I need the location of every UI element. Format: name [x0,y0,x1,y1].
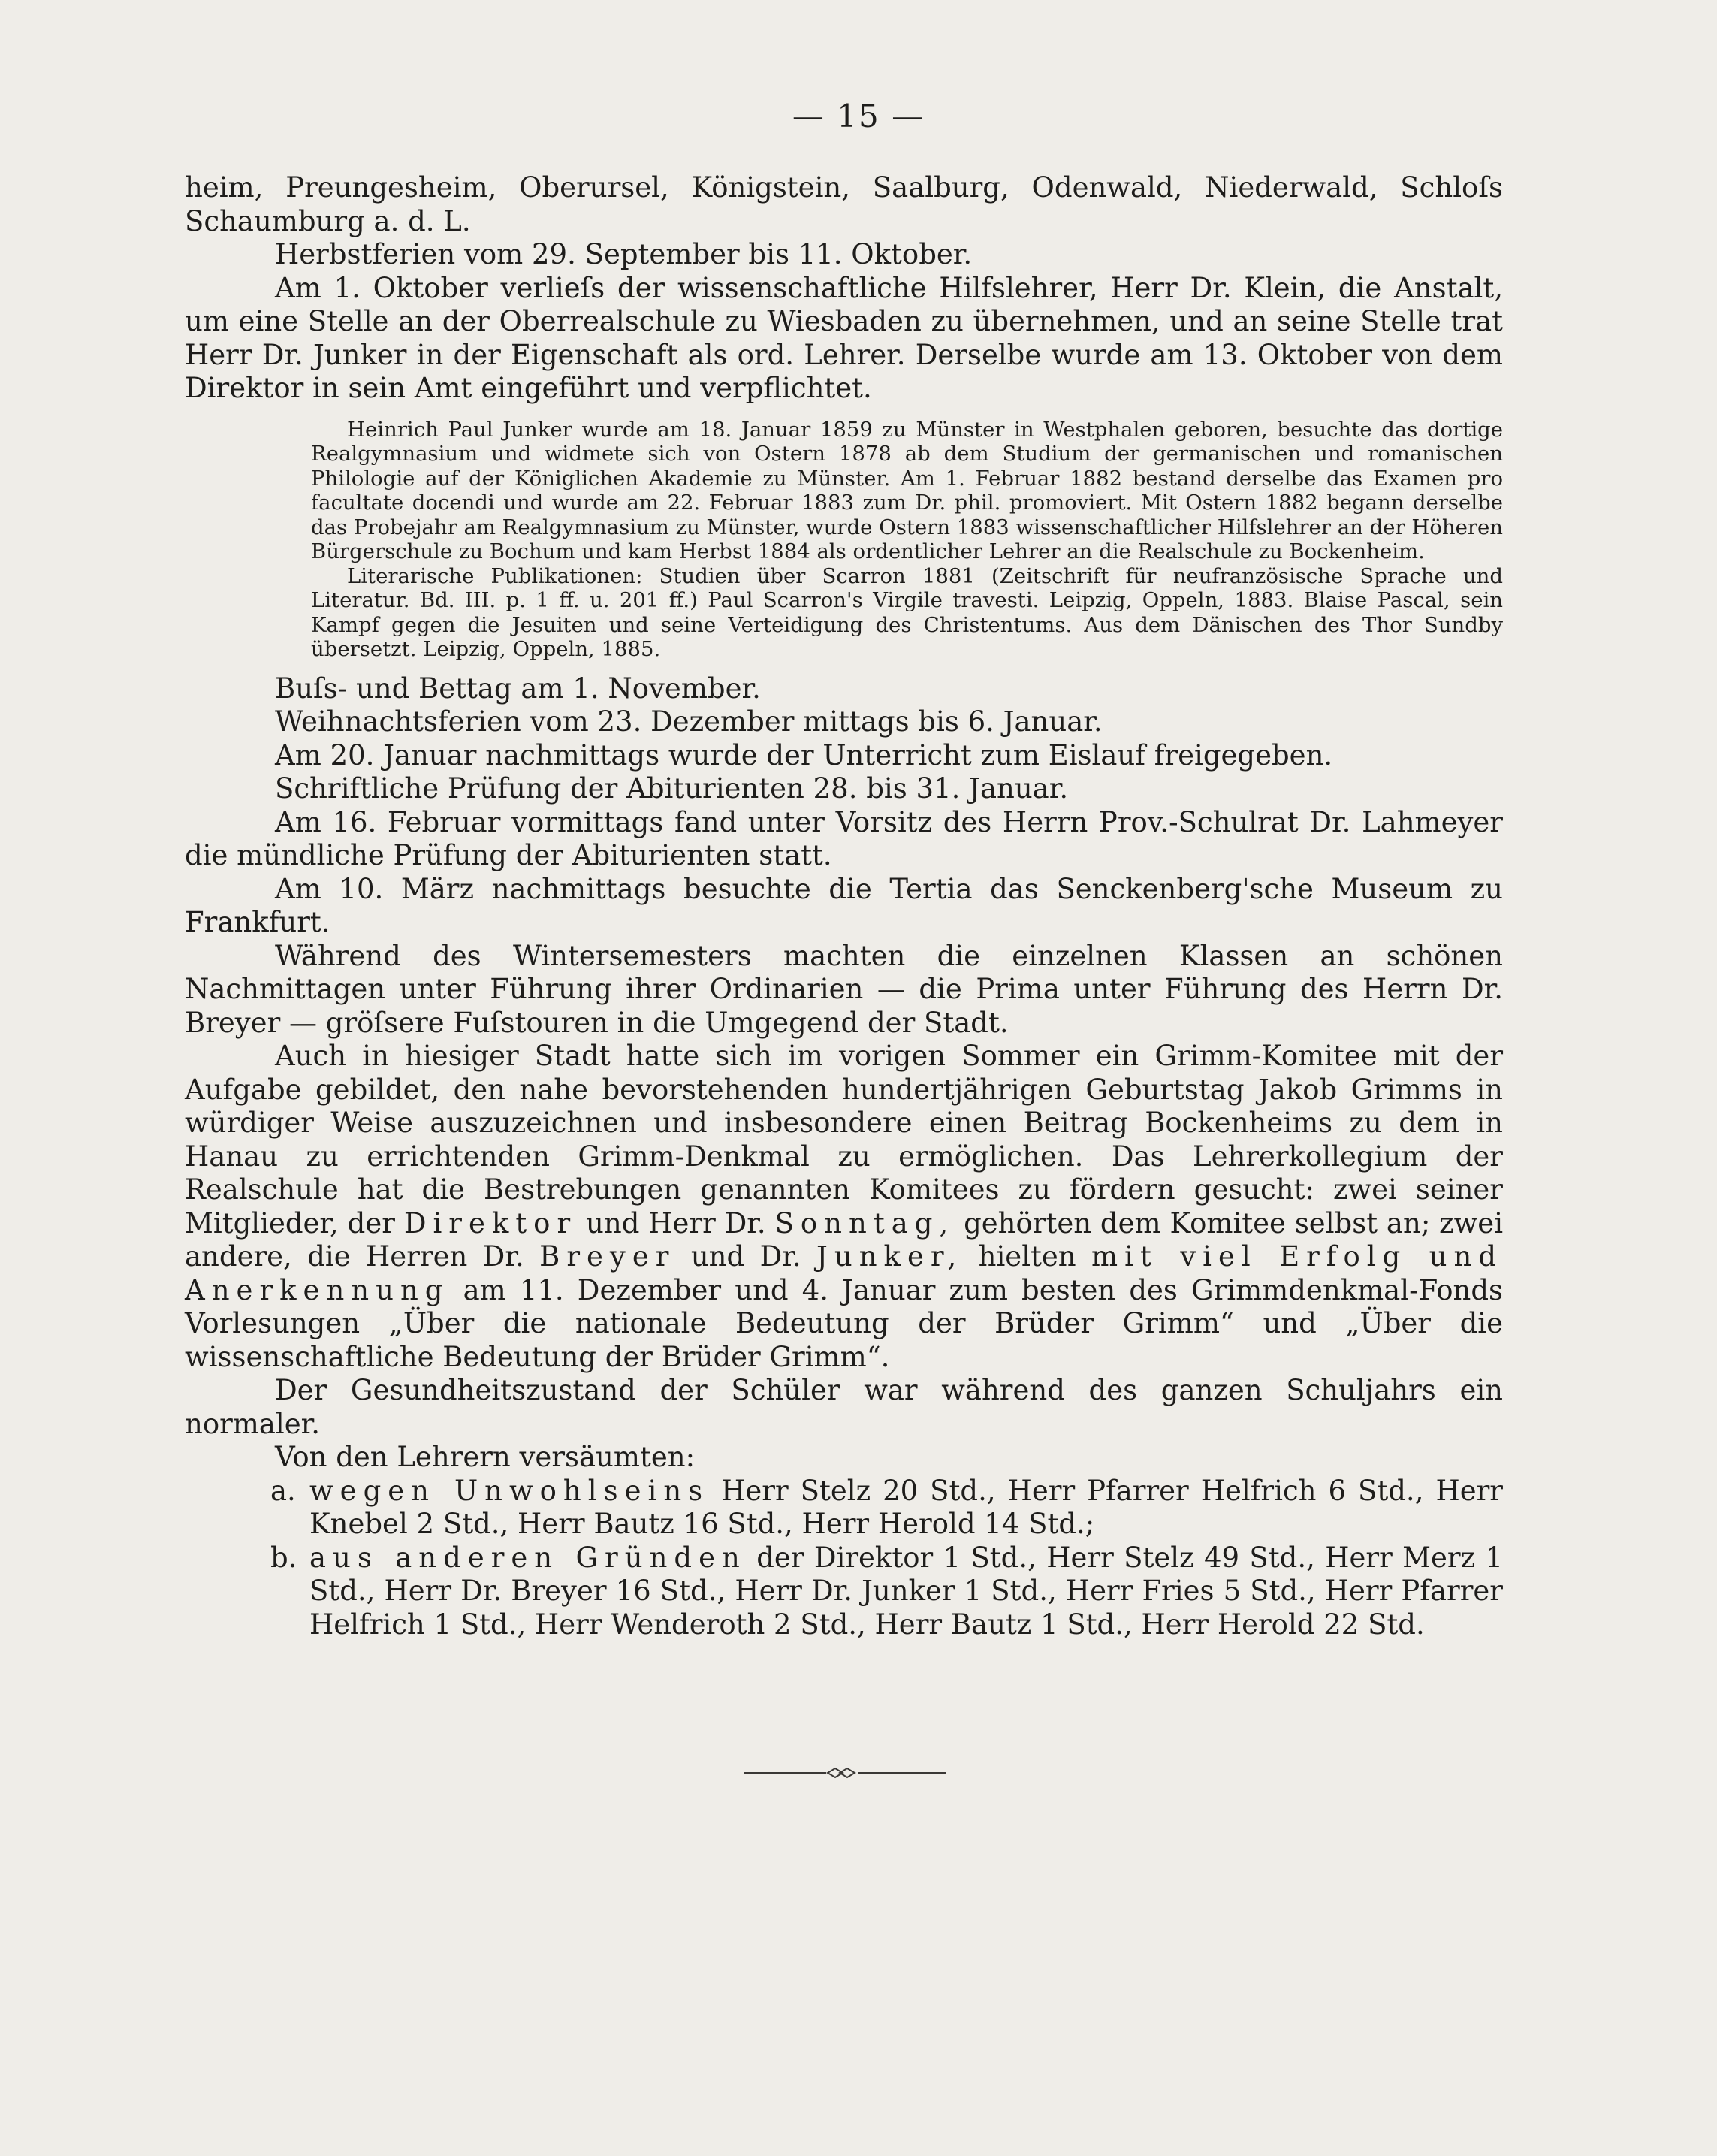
paragraph-christmas-holidays: Weihnachtsferien vom 23. Dezember mittags bis 6. Januar. [275,705,1103,738]
paragraph-autumn-holidays: Herbstferien vom 29. September bis 11. Oktober. [275,238,973,270]
note-junker-publications: Literarische Publikationen: Studien über Scarron 1881 (Zeitschrift für neufranzösische Sprache und Literatur. Bd. III. p. 1 ff. u. 201 ff.) Paul Scarron's Virgile travesti. Leipzig, Oppeln, 1883. Blaise Pascal, sein Kampf gegen die Jesuiten und seine Verteidigung des Christentums. Aus dem Dänischen des Thor Sundby übersetzt. Leipzig, Oppeln, 1885. [311,563,1503,661]
grimm-text-1: Auch in hiesiger Stadt hatte sich im vorigen Sommer ein Grimm-Komitee mit der Aufgabe gebildet, den nahe bevorstehenden hundertjährigen Geburtstag Jakob Grimms in würdiger Weise auszuzeichnen und insbesondere einen Beitrag Bockenheims zu dem in Hanau zu errichtenden Grimm-Denkmal zu ermöglichen. Das Lehrerkollegium der Realschule hat die Bestrebungen genannten Komitees zu fördern gesucht: zwei seiner Mitglieder, der [185,1040,1503,1240]
spaced-phrase-erfolg: mit viel Erfolg und Anerkennung [185,1240,1504,1306]
paragraph-excursions: heim, Preungesheim, Oberursel, Königstein, Saalburg, Odenwald, Niederwald, Schloſs Schaumburg a. d. L. [185,171,1503,237]
absence-text: der Direktor 1 Std., Herr Stelz 49 Std., Herr Merz 1 Std., Herr Dr. Breyer 16 Std., Herr Dr. Junker 1 Std., Herr Fries 5 Std., Herr Pfarrer Helfrich 1 Std., Herr Wenderoth 2 Std., Herr Bautz 1 Std., Herr Herold 22 Std. [309,1541,1503,1641]
absence-label: b. [270,1541,297,1574]
absence-text: Herr Stelz 20 Std., Herr Pfarrer Helfrich 6 Std., Herr Knebel 2 Std., Herr Bautz 16 Std., Herr Herold 14 Std.; [309,1474,1503,1540]
spaced-word-junker: Junker, [816,1240,964,1273]
absence-reason: aus anderen Gründen [309,1541,747,1574]
absence-reason: wegen Unwohlseins [309,1474,710,1507]
absence-item-a [185,1475,1503,1542]
spaced-word-sonntag: Sonntag, [774,1206,955,1240]
paragraph-hiking-tours: Während des Wintersemesters machten die einzelnen Klassen an schönen Nachmittagen unter Führung ihrer Ordinarien — die Prima unter Führung des Herrn Dr. Breyer — gröſsere Fuſstouren in die Umgegend der Stadt. [185,939,1503,1039]
grimm-text-5: hielten [978,1240,1076,1273]
absence-label: a. [270,1474,296,1507]
grimm-text-2: und Herr Dr. [586,1206,766,1240]
paragraph-grimm-committee [185,1040,1503,1374]
paragraph-buss-und-bettag: Buſs- und Bettag am 1. November. [275,672,761,705]
absence-item-b [185,1542,1503,1642]
grimm-text-6: am 11. Dezember und 4. Januar zum besten des Grimmdenkmal-Fonds Vorlesungen „Über die nationale Bedeutung der Brüder Grimm“ und „Über die wissenschaftliche Bedeutung der Brüder Grimm“. [185,1273,1503,1373]
paragraph-absences-intro: Von den Lehrern versäumten: [275,1441,696,1473]
paragraph-teacher-change: Am 1. Oktober verlieſs der wissenschaftliche Hilfslehrer, Herr Dr. Klein, die Anstalt, um eine Stelle an der Oberrealschule zu Wiesbaden zu übernehmen, und an seine Stelle trat Herr Dr. Junker in der Eigenschaft als ord. Lehrer. Derselbe wurde am 13. Oktober von dem Direktor in sein Amt eingeführt und verpflichtet. [185,271,1503,404]
paragraph-museum-visit: Am 10. März nachmittags besuchte die Tertia das Senckenberg'sche Museum zu Frankfurt. [185,872,1503,938]
paragraph-oral-exam: Am 16. Februar vormittags fand unter Vorsitz des Herrn Prov.-Schulrat Dr. Lahmeyer die mündliche Prüfung der Abiturienten statt. [185,805,1503,871]
paragraph-written-exam: Schriftliche Prüfung der Abiturienten 28. bis 31. Januar. [275,772,1069,805]
spaced-word-direktor: Direktor [403,1206,578,1240]
note-junker-biography: Heinrich Paul Junker wurde am 18. Januar 1859 zu Münster in Westphalen geboren, besuchte das dortige Realgymnasium und widmete sich von Ostern 1878 ab dem Studium der germanischen und romanischen Philologie auf der Königlichen Akademie zu Münster. Am 1. Februar 1882 bestand derselbe das Examen pro facultate docendi und wurde am 22. Februar 1883 zum Dr. phil. promoviert. Mit Ostern 1882 begann derselbe das Probejahr am Realgymnasium zu Münster, wurde Ostern 1883 wissenschaftlicher Hilfslehrer an der Höheren Bürgerschule zu Bochum und kam Herbst 1884 als ordentlicher Lehrer an die Realschule zu Bockenheim. [311,417,1503,563]
page-number: — 15 — [792,98,925,134]
spaced-word-breyer: Breyer [539,1240,676,1273]
paragraph-ice-skating: Am 20. Januar nachmittags wurde der Unterricht zum Eislauf freigegeben. [275,738,1333,772]
grimm-text-3: gehörten dem Komitee selbst an; zwei andere, die Herren Dr. [185,1206,1504,1273]
grimm-text-4: und Dr. [690,1240,801,1273]
page-body [185,171,1503,1641]
ornament-divider-icon [744,1765,946,1780]
paragraph-health: Der Gesundheitszustand der Schüler war während des ganzen Schuljahrs ein normaler. [185,1374,1503,1440]
